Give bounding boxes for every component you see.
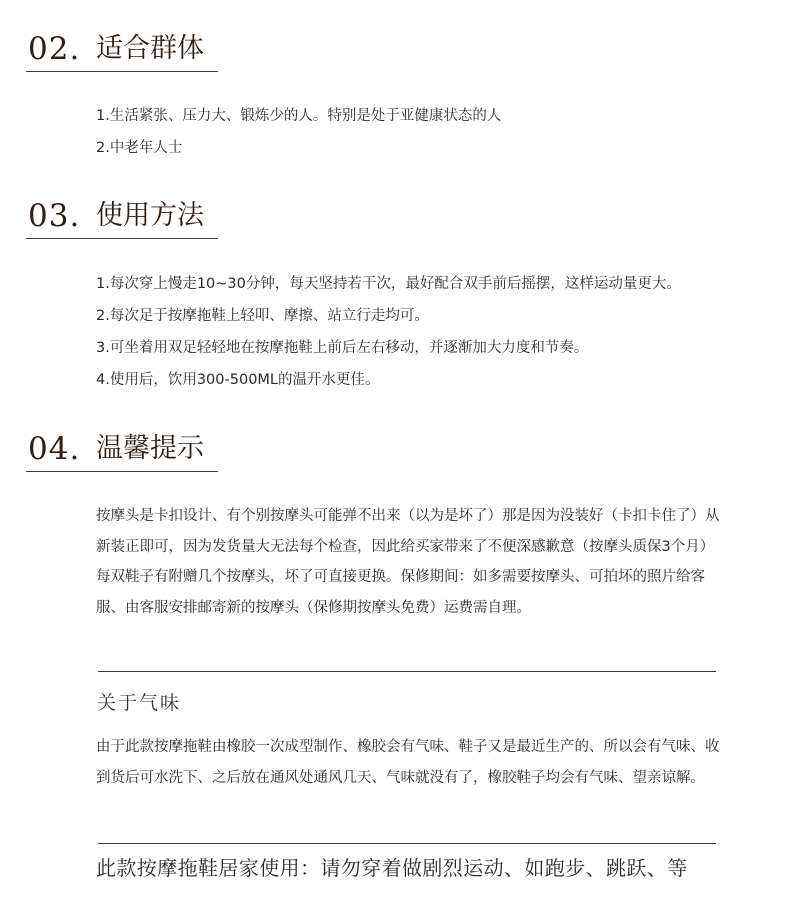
tips-paragraph: 按摩头是卡扣设计、有个别按摩头可能弹不出来（以为是坏了）那是因为没装好（卡扣卡住了）从新装正即可，因为发货量大无法每个检查，因此给买家带来了不便深感歉意（按摩头质保3个月）每双鞋子有附赠几个按摩头，坏了可直接更换。保修期间：如多需要按摩头、可拍坏的照片给客服、由客服安排邮寄新的按摩头（保修期按摩头免费）运费需自理。 <box>96 508 720 616</box>
section-title: 适合群体 <box>96 33 204 64</box>
divider <box>98 671 716 672</box>
list-item: 1.每次穿上慢走10~30分钟，每天坚持若干次，最好配合双手前后摇摆，这样运动量更大。 <box>96 276 681 292</box>
list-item: 1.生活紧张、压力大、锻炼少的人。特别是处于亚健康状态的人 <box>96 108 502 124</box>
usage-list <box>96 268 681 396</box>
suitable-groups-list <box>96 100 501 164</box>
list-item: 3.可坐着用双足轻轻地在按摩拖鞋上前后左右移动，并逐渐加大力度和节奏。 <box>96 340 589 356</box>
odor-paragraph: 由于此款按摩拖鞋由橡胶一次成型制作、橡胶会有气味、鞋子又是最近生产的、所以会有气味、收到货后可水洗下、之后放在通风处通风几天、气味就没有了，橡胶鞋子均会有气味、望亲谅解。 <box>96 739 720 786</box>
section-heading-tips <box>26 432 218 472</box>
section-number: 04. <box>28 431 81 467</box>
section-number: 02. <box>28 31 81 67</box>
list-item: 2.中老年人士 <box>96 140 183 156</box>
section-title: 使用方法 <box>96 200 204 231</box>
divider <box>98 843 716 844</box>
list-item: 2.每次足于按摩拖鞋上轻叩、摩擦、站立行走均可。 <box>96 308 429 324</box>
section-heading-suitable-groups <box>26 32 218 72</box>
section-heading-usage <box>26 199 218 239</box>
list-item: 4.使用后，饮用300-500ML的温开水更佳。 <box>96 372 380 388</box>
section-title: 温馨提示 <box>96 433 204 464</box>
section-number: 03. <box>28 198 81 234</box>
usage-warning: 此款按摩拖鞋居家使用：请勿穿着做剧烈运动、如跑步、跳跃、等 <box>96 856 688 880</box>
odor-title: 关于气味 <box>97 692 182 714</box>
